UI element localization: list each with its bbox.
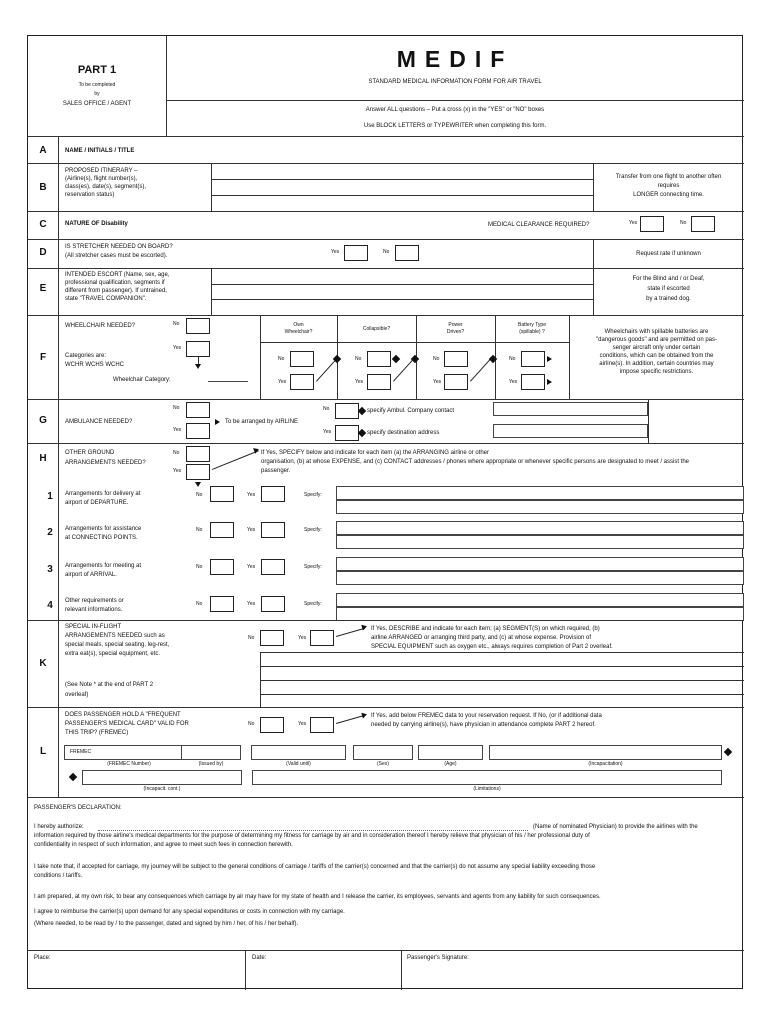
other-no-checkbox[interactable] bbox=[210, 596, 234, 612]
own-yes-checkbox[interactable] bbox=[290, 374, 314, 390]
power-yes-label: Yes bbox=[433, 379, 442, 385]
item-number-4: 4 bbox=[47, 600, 53, 611]
row-letter-g: G bbox=[39, 415, 47, 426]
connecting-no-checkbox[interactable] bbox=[210, 522, 234, 538]
connecting-specify-input-2[interactable] bbox=[336, 535, 744, 549]
wheelchair-category-label: Wheelchair Category: bbox=[113, 377, 171, 383]
arrival-specify-input[interactable] bbox=[336, 557, 744, 571]
ambulance-yes-checkbox[interactable] bbox=[186, 423, 210, 439]
inflight-label: SPECIAL IN-FLIGHT bbox=[65, 624, 122, 630]
departure-specify-input-2[interactable] bbox=[336, 500, 744, 514]
date-label: Date: bbox=[252, 955, 267, 961]
disability-label: NATURE OF Disability bbox=[65, 221, 128, 227]
ground-arrangements-label: OTHER GROUND bbox=[65, 450, 115, 456]
arrival-specify-input-2[interactable] bbox=[336, 571, 744, 585]
completed-by: To be completed bbox=[78, 82, 116, 88]
arrow-right-icon bbox=[547, 356, 552, 362]
place-input[interactable] bbox=[29, 964, 244, 988]
connecting-yes-checkbox[interactable] bbox=[261, 522, 285, 538]
battery-header: Battery Type bbox=[518, 322, 546, 328]
arrow-down-icon bbox=[195, 364, 201, 369]
item-departure-label: Arrangements for delivery at bbox=[65, 491, 141, 497]
diamond-icon bbox=[724, 748, 732, 756]
item-other-label: Other requirements or bbox=[65, 598, 124, 604]
declaration-authorize-4: confidentiality in respect of such information, and agree to meet such fees in connection herewith. bbox=[34, 842, 293, 848]
incapacitation-cont-input[interactable] bbox=[82, 770, 242, 785]
stretcher-no-label: No bbox=[383, 249, 390, 255]
item-connecting-label-2: at CONNECTING POINTS. bbox=[65, 535, 138, 541]
power-no-checkbox[interactable] bbox=[444, 351, 468, 367]
item-departure-label-2: airport of DEPARTURE. bbox=[65, 500, 129, 506]
name-label: NAME / INITIALS / TITLE bbox=[65, 148, 135, 154]
connecting-no-label: No bbox=[196, 527, 203, 533]
date-input[interactable] bbox=[246, 964, 400, 988]
battery-note: Wheelchairs with spillable batteries are bbox=[604, 329, 709, 335]
declaration-risk: I am prepared, at my own risk, to bear any consequences which carriage by air may have for my state of health and I release the carrier, its employees, servants and agents from any liability for such consequences. bbox=[34, 894, 601, 900]
departure-specify-input[interactable] bbox=[336, 486, 744, 500]
stretcher-label-2: (All stretcher cases must be escorted). bbox=[65, 253, 168, 259]
power-no-label: No bbox=[433, 356, 440, 362]
fremec-question: DOES PASSENGER HOLD A "FREQUENT bbox=[65, 712, 181, 718]
battery-note-3: senger aircraft only under certain bbox=[612, 345, 701, 351]
sex-input[interactable] bbox=[353, 745, 413, 760]
item-other-label-2: relevant informations. bbox=[65, 607, 123, 613]
row-letter-e: E bbox=[39, 283, 47, 294]
inflight-input[interactable] bbox=[261, 653, 743, 706]
collapsible-yes-checkbox[interactable] bbox=[367, 374, 391, 390]
incapacitation-input[interactable] bbox=[489, 745, 722, 760]
ambulance-contact-input[interactable] bbox=[493, 402, 648, 416]
clearance-yes-checkbox[interactable] bbox=[640, 216, 664, 232]
wheelchair-yes-checkbox[interactable] bbox=[186, 341, 210, 357]
arranged-yes-label: Yes bbox=[323, 429, 332, 435]
valid-until-caption: (Valid until) bbox=[286, 761, 311, 767]
sex-caption: (Sex) bbox=[377, 761, 389, 767]
diamond-icon bbox=[358, 429, 366, 437]
fremec-yes-label: Yes bbox=[298, 721, 307, 727]
request-rate-note: Request rate if unknown bbox=[636, 251, 701, 257]
ground-no-label: No bbox=[173, 450, 180, 456]
row-letter-l: L bbox=[39, 746, 47, 757]
sales-office-label: SALES OFFICE / AGENT bbox=[62, 101, 132, 107]
battery-header-2: (spillable) ? bbox=[519, 329, 545, 335]
fremec-instruction-2: needed by carrying airline(s), have physician in attendance complete PART 2 hereof. bbox=[371, 722, 596, 728]
wheelchair-category-input[interactable] bbox=[208, 381, 248, 382]
clearance-label: MEDICAL CLEARANCE REQUIRED? bbox=[488, 222, 590, 228]
declaration-reimburse: I agree to reimburse the carrier(s) upon demand for any special expenditures or costs in connection with my carriage. bbox=[34, 909, 345, 915]
limitations-input[interactable] bbox=[252, 770, 722, 785]
itinerary-label: PROPOSED ITINERARY – bbox=[65, 168, 138, 174]
arrow-down-icon bbox=[195, 482, 201, 487]
inflight-instruction: If Yes, DESCRIBE and indicate for each item; (a) SEGMENT(S) on which required, (b) bbox=[371, 626, 600, 632]
fremec-prefix: FREMEC bbox=[70, 749, 92, 755]
part-title: PART 1 bbox=[77, 64, 117, 76]
clearance-no-checkbox[interactable] bbox=[691, 216, 715, 232]
physician-name-input[interactable] bbox=[98, 830, 528, 831]
transfer-note-3: LONGER connecting time. bbox=[633, 192, 704, 198]
battery-yes-label: Yes bbox=[509, 379, 518, 385]
inflight-label-2: ARRANGEMENTS NEEDED such as bbox=[65, 633, 165, 639]
power-yes-checkbox[interactable] bbox=[444, 374, 468, 390]
departure-no-checkbox[interactable] bbox=[210, 486, 234, 502]
ambulance-label: AMBULANCE NEEDED? bbox=[65, 419, 133, 425]
stretcher-yes-checkbox[interactable] bbox=[344, 245, 368, 261]
inflight-label-4: extra eat(s), special equipment, etc. bbox=[65, 651, 161, 657]
ground-yes-checkbox[interactable] bbox=[186, 464, 210, 480]
instruction-line-2: Use BLOCK LETTERS or TYPEWRITER when completing this form. bbox=[363, 123, 547, 129]
declaration-authorize-3: information required by those airline's medical departments for the purpose of determining my fitness for carriage by air and in consideration thereof I hereby relieve that physician of his / her professional duty of bbox=[34, 833, 590, 839]
escort-label-4: state "TRAVEL COMPANION". bbox=[65, 296, 147, 302]
escort-input[interactable] bbox=[212, 269, 592, 314]
transfer-note-2: requires bbox=[657, 183, 680, 189]
battery-no-label: No bbox=[509, 356, 516, 362]
inflight-note: (See Note * at the end of PART 2 bbox=[65, 682, 154, 688]
fremec-no-checkbox[interactable] bbox=[260, 717, 284, 733]
item-number-1: 1 bbox=[47, 491, 53, 502]
wheelchair-no-checkbox[interactable] bbox=[186, 318, 210, 334]
wheelchair-no-label: No bbox=[173, 321, 180, 327]
collapsible-no-checkbox[interactable] bbox=[367, 351, 391, 367]
arranged-yes-checkbox[interactable] bbox=[335, 425, 359, 441]
signature-input[interactable] bbox=[402, 964, 742, 988]
arranged-no-checkbox[interactable] bbox=[335, 403, 359, 419]
inflight-instruction-2: airline ARRANGED or arranging third party, and (c) at whose expense. Provision of bbox=[371, 635, 591, 641]
medif-form bbox=[27, 35, 743, 989]
diamond-icon bbox=[358, 407, 366, 415]
arrival-no-checkbox[interactable] bbox=[210, 559, 234, 575]
fremec-instruction: If Yes, add below FREMEC data to your reservation request. If No, (or if additional data bbox=[371, 713, 602, 719]
escort-label-2: professional qualification, segments if bbox=[65, 280, 165, 286]
stretcher-yes-label: Yes bbox=[331, 249, 340, 255]
escort-label-3: different from passenger). If untrained, bbox=[65, 288, 167, 294]
declaration-conditions: I take note that, if accepted for carriage, my journey will be subject to the general conditions of carriage / tariffs of the carrier(s) concerned and that the carrier(s) do not assume any special liability exceeding those bbox=[34, 864, 596, 870]
power-driven-header-2: Driven? bbox=[446, 329, 465, 335]
incapacitation-caption: (Incapacitation) bbox=[588, 761, 623, 767]
declaration-authorize: I hereby authorize: bbox=[34, 824, 84, 830]
row-letter-c: C bbox=[39, 219, 47, 230]
ambulance-contact-label: specify Ambul. Company contact bbox=[367, 408, 455, 414]
item-connecting-label: Arrangements for assistance bbox=[65, 526, 142, 532]
categories-list: WCHR WCHS WCHC bbox=[65, 362, 124, 368]
fremec-question-2: PASSENGER'S MEDICAL CARD" VALID FOR bbox=[65, 721, 189, 727]
destination-address-label: specify destination address bbox=[367, 430, 440, 436]
ground-instruction-3: passenger. bbox=[261, 468, 291, 474]
blind-deaf-note: For the Blind and / or Deaf, bbox=[632, 276, 705, 282]
battery-note-5: airline(s). In addition, certain countries may bbox=[599, 361, 714, 367]
ground-yes-label: Yes bbox=[173, 468, 182, 474]
connecting-specify-input[interactable] bbox=[336, 521, 744, 535]
arrow-right-icon bbox=[361, 623, 367, 630]
other-specify-input[interactable] bbox=[336, 593, 744, 607]
inflight-yes-checkbox[interactable] bbox=[310, 630, 334, 646]
wheelchair-label: WHEELCHAIR NEEDED? bbox=[65, 323, 136, 329]
own-no-checkbox[interactable] bbox=[290, 351, 314, 367]
collapsible-header: Collapsible? bbox=[362, 326, 391, 332]
categories-label: Categories are: bbox=[65, 353, 107, 359]
issued-by-caption: (Issued by) bbox=[198, 761, 224, 767]
age-input[interactable] bbox=[418, 745, 483, 760]
ground-arrangements-label-2: ARRANGEMENTS NEEDED? bbox=[65, 460, 146, 466]
declaration-authorize-2: (Name of nominated Physician) to provide the airlines with the bbox=[533, 824, 698, 830]
arrow-right-icon bbox=[547, 379, 552, 385]
instruction-line-1: Answer ALL questions – Put a cross (x) in the "YES" or "NO" boxes bbox=[365, 107, 545, 113]
ambulance-yes-label: Yes bbox=[173, 427, 182, 433]
item-arrival-label: Arrangements for meeting at bbox=[65, 563, 142, 569]
clearance-no-label: No bbox=[680, 220, 687, 226]
item-number-3: 3 bbox=[47, 564, 53, 575]
arranged-no-label: No bbox=[323, 406, 330, 412]
row-letter-b: B bbox=[39, 182, 47, 193]
issued-by-input[interactable] bbox=[181, 745, 241, 760]
form-subtitle: STANDARD MEDICAL INFORMATION FORM FOR AIR TRAVEL bbox=[368, 79, 542, 85]
incapacitation-cont-caption: (Incapacit. cont.) bbox=[143, 786, 181, 792]
disability-input[interactable] bbox=[158, 213, 488, 237]
inflight-instruction-3: SPECIAL EQUIPMENT such as oxygen etc., always requires completion of Part 2 overleaf. bbox=[371, 644, 613, 650]
battery-note-2: "dangerous goods" and are permitted on pas- bbox=[595, 337, 717, 343]
stretcher-no-checkbox[interactable] bbox=[395, 245, 419, 261]
blind-deaf-note-3: by a trained dog. bbox=[646, 296, 691, 302]
other-specify-input-2[interactable] bbox=[336, 607, 744, 621]
arrival-specify-label: Specify: bbox=[304, 564, 322, 570]
battery-note-6: impose specific restrictions. bbox=[619, 369, 694, 375]
item-number-2: 2 bbox=[47, 527, 53, 538]
stretcher-label: IS STRETCHER NEEDED ON BOARD? bbox=[65, 244, 173, 250]
departure-yes-label: Yes bbox=[247, 492, 256, 498]
inflight-yes-label: Yes bbox=[298, 635, 307, 641]
battery-yes-checkbox[interactable] bbox=[521, 374, 545, 390]
declaration-title: PASSENGER'S DECLARATION: bbox=[34, 805, 122, 811]
ground-instruction: If Yes, SPECIFY below and indicate for each item (a) the ARRANGING airline or other bbox=[261, 450, 489, 456]
signature-label: Passenger's Signature: bbox=[407, 955, 469, 961]
itinerary-input[interactable] bbox=[212, 164, 592, 210]
departure-yes-checkbox[interactable] bbox=[261, 486, 285, 502]
blind-deaf-note-2: state if escorted bbox=[647, 286, 690, 292]
fremec-question-3: THIS TRIP? (FREMEC) bbox=[65, 730, 129, 736]
diamond-icon bbox=[392, 355, 400, 363]
destination-address-input[interactable] bbox=[493, 424, 648, 438]
ground-instruction-2: organisation, (b) at whose EXPENSE, and (c) CONTACT addresses / phones where appropriate or whenever specific persons are designated to meet / assist the bbox=[261, 459, 689, 465]
own-no-label: No bbox=[278, 356, 285, 362]
escort-label: INTENDED ESCORT (Name, sex, age, bbox=[65, 272, 170, 278]
other-no-label: No bbox=[196, 601, 203, 607]
arrow-right-icon bbox=[361, 711, 367, 718]
departure-specify-label: Specify: bbox=[304, 492, 322, 498]
ambulance-no-checkbox[interactable] bbox=[186, 402, 210, 418]
inflight-no-label: No bbox=[248, 635, 255, 641]
departure-no-label: No bbox=[196, 492, 203, 498]
limitations-caption: (Limitations) bbox=[473, 786, 501, 792]
fremec-no-label: No bbox=[248, 721, 255, 727]
other-specify-label: Specify: bbox=[304, 601, 322, 607]
row-letter-f: F bbox=[39, 352, 47, 363]
age-caption: (Age) bbox=[444, 761, 457, 767]
row-letter-a: A bbox=[39, 145, 47, 156]
form-title: MEDIF bbox=[396, 46, 514, 72]
inflight-no-checkbox[interactable] bbox=[260, 630, 284, 646]
own-yes-label: Yes bbox=[278, 379, 287, 385]
ambulance-no-label: No bbox=[173, 405, 180, 411]
itinerary-label-2: (Airline(s), flight number(s), bbox=[65, 176, 138, 182]
connecting-yes-label: Yes bbox=[247, 527, 256, 533]
row-letter-h: H bbox=[39, 453, 47, 464]
arrow-right-icon bbox=[253, 446, 260, 453]
row-letter-d: D bbox=[39, 247, 47, 258]
connecting-specify-label: Specify: bbox=[304, 527, 322, 533]
inflight-label-3: special meals, special seating, leg-rest, bbox=[65, 642, 170, 648]
battery-no-checkbox[interactable] bbox=[521, 351, 545, 367]
arrival-no-label: No bbox=[196, 564, 203, 570]
own-wheelchair-header-2: Wheelchair? bbox=[284, 329, 313, 335]
clearance-yes-label: Yes bbox=[629, 220, 638, 226]
itinerary-label-4: reservation status) bbox=[65, 192, 115, 198]
row-letter-k: K bbox=[39, 658, 47, 669]
itinerary-label-3: class(es), date(s), segment(s), bbox=[65, 184, 147, 190]
by-label: by bbox=[94, 91, 100, 97]
fremec-yes-checkbox[interactable] bbox=[310, 717, 334, 733]
ground-no-checkbox[interactable] bbox=[186, 446, 210, 462]
power-driven-header: Power bbox=[448, 322, 463, 328]
arrow-right-icon bbox=[215, 419, 220, 425]
transfer-note: Transfer from one flight to another often bbox=[615, 174, 722, 180]
arranged-by-airline-label: To be arranged by AIRLINE bbox=[225, 419, 299, 425]
declaration-read-note: (Where needed, to be read by / to the passenger, dated and signed by him / her, of his / her behalf). bbox=[34, 921, 299, 927]
place-label: Place: bbox=[34, 955, 51, 961]
arrival-yes-label: Yes bbox=[247, 564, 256, 570]
fremec-number-caption: (FREMEC Number) bbox=[107, 761, 151, 767]
collapsible-no-label: No bbox=[355, 356, 362, 362]
valid-until-input[interactable] bbox=[251, 745, 346, 760]
collapsible-yes-label: Yes bbox=[355, 379, 364, 385]
wheelchair-yes-label: Yes bbox=[173, 345, 182, 351]
other-yes-checkbox[interactable] bbox=[261, 596, 285, 612]
other-yes-label: Yes bbox=[247, 601, 256, 607]
inflight-note-2: overleaf) bbox=[65, 692, 89, 698]
battery-note-4: conditions, which can be obtained from the bbox=[599, 353, 714, 359]
diamond-icon bbox=[411, 355, 419, 363]
arrival-yes-checkbox[interactable] bbox=[261, 559, 285, 575]
name-input[interactable] bbox=[158, 138, 742, 162]
own-wheelchair-header: Own bbox=[293, 322, 304, 328]
declaration-conditions-2: conditions / tariffs. bbox=[34, 873, 83, 879]
diamond-icon bbox=[69, 773, 77, 781]
item-arrival-label-2: airport of ARRIVAL. bbox=[65, 572, 117, 578]
